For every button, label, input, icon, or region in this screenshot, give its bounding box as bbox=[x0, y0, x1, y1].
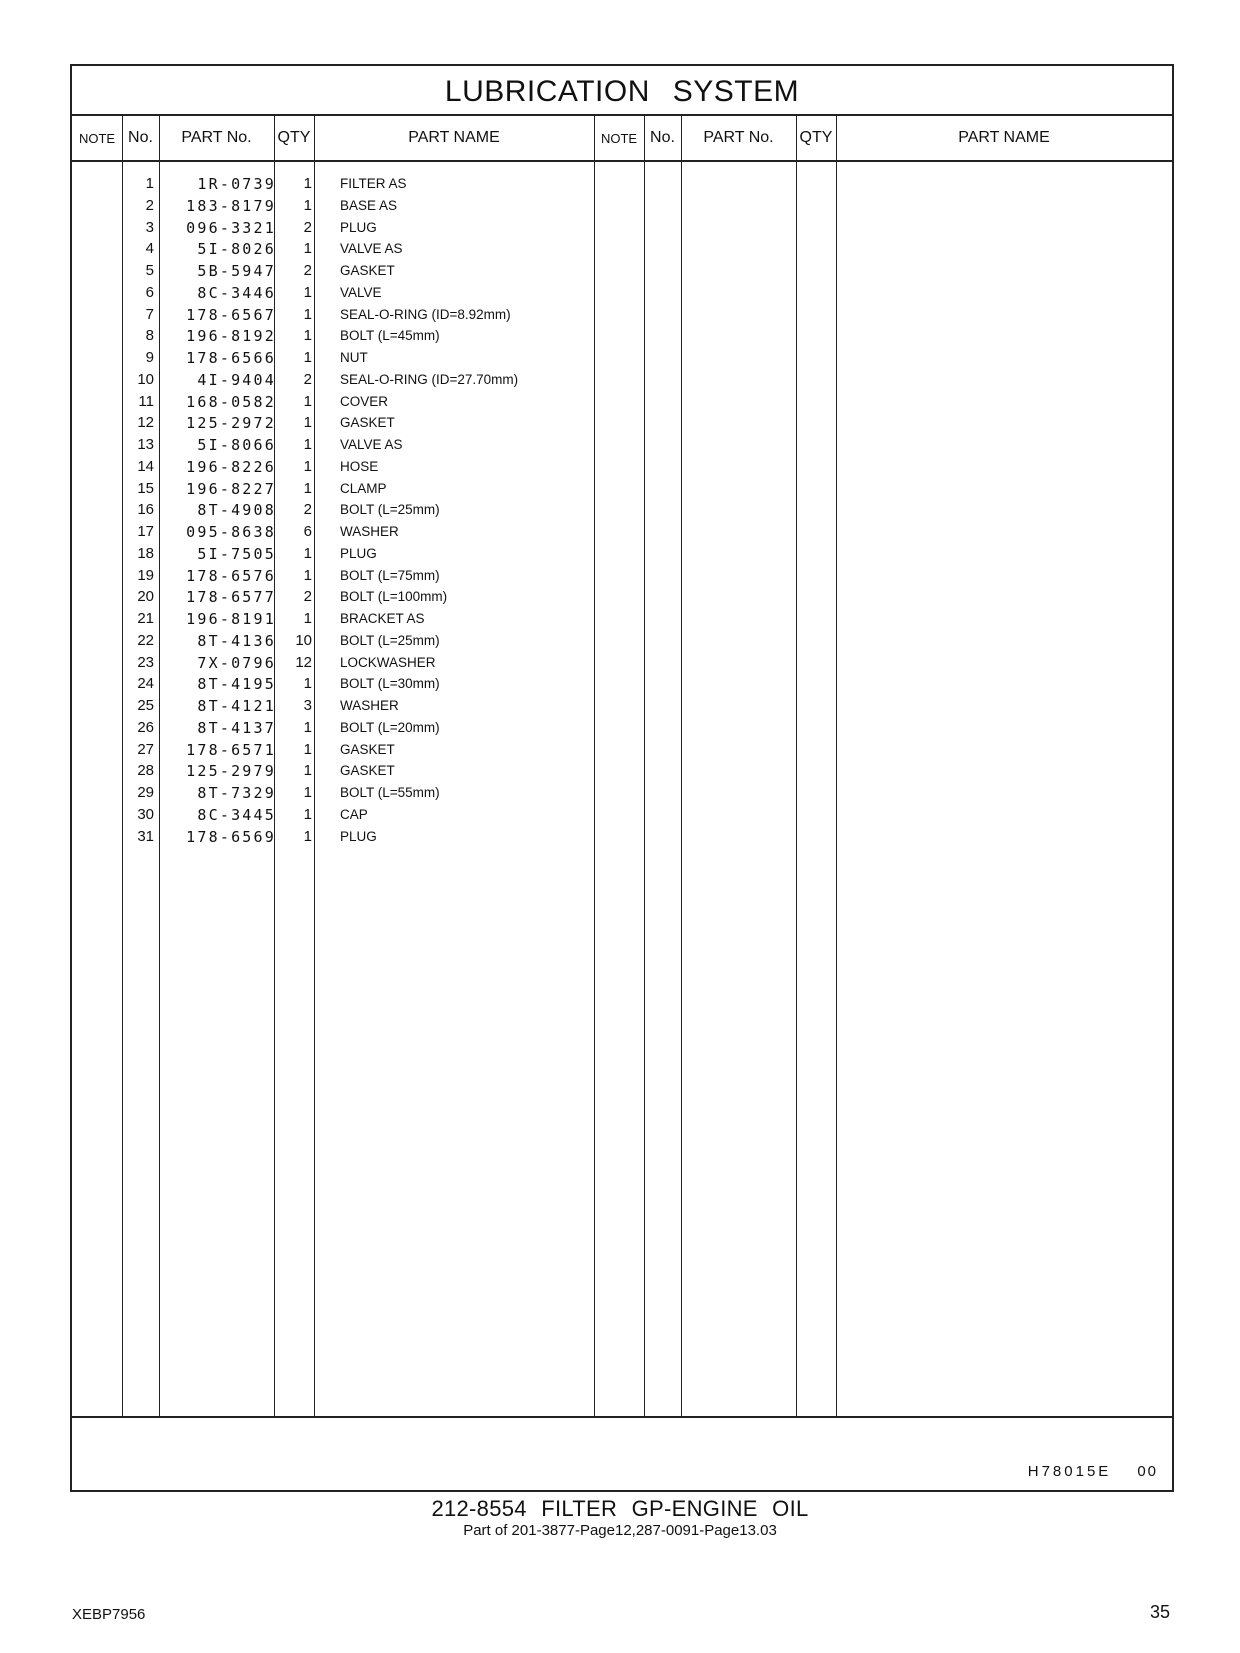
table-row bbox=[72, 654, 622, 677]
part-no-cell: 5I-7505 bbox=[197, 544, 276, 563]
part-number-index: 17 bbox=[137, 523, 154, 540]
part-number-index: 10 bbox=[137, 370, 154, 388]
table-row bbox=[72, 632, 622, 655]
part-number-index: 1 bbox=[145, 175, 154, 192]
part-no-cell: 5B-5947 bbox=[197, 262, 276, 280]
part-no-cell: 4I-9404 bbox=[197, 370, 276, 389]
part-no-cell: 096-3321 bbox=[186, 218, 276, 237]
header-part-name-right: PART NAME bbox=[958, 129, 1050, 146]
qty-cell: 1 bbox=[303, 566, 312, 584]
table-row bbox=[72, 436, 622, 459]
qty-cell: 1 bbox=[303, 392, 312, 410]
header-qty-left: QTY bbox=[277, 129, 311, 146]
part-number-index: 3 bbox=[145, 218, 154, 236]
table-header bbox=[72, 114, 1172, 162]
header-note-right: NOTE bbox=[600, 130, 638, 146]
table-row bbox=[72, 762, 622, 785]
part-no-cell: 1R-0739 bbox=[197, 175, 276, 193]
qty-cell: 2 bbox=[303, 588, 312, 606]
table-row bbox=[72, 240, 622, 263]
parts-table-body bbox=[72, 162, 1172, 1416]
part-no-cell: 196-8191 bbox=[186, 610, 276, 628]
part-number-index: 4 bbox=[145, 240, 154, 258]
qty-cell: 1 bbox=[303, 175, 312, 192]
part-name-cell: WASHER bbox=[340, 524, 399, 539]
part-name-cell: GASKET bbox=[340, 763, 395, 779]
table-row bbox=[72, 284, 622, 307]
part-no-cell: 5I-8026 bbox=[197, 240, 276, 259]
part-number-index: 12 bbox=[137, 414, 154, 432]
qty-cell: 1 bbox=[303, 479, 312, 497]
qty-cell: 1 bbox=[303, 784, 312, 801]
table-row bbox=[72, 262, 622, 285]
part-name-cell: BOLT (L=75mm) bbox=[340, 567, 440, 583]
part-name-cell: SEAL-O-RING (ID=27.70mm) bbox=[340, 371, 519, 387]
part-name-cell: BRACKET AS bbox=[340, 611, 425, 626]
part-no-cell: 8T-4908 bbox=[197, 501, 276, 520]
qty-cell: 1 bbox=[303, 740, 312, 758]
part-number-index: 27 bbox=[137, 740, 154, 758]
part-name-cell: PLUG bbox=[340, 545, 377, 561]
part-name-cell: VALVE AS bbox=[340, 437, 403, 452]
qty-cell: 1 bbox=[303, 610, 312, 627]
qty-cell: 2 bbox=[303, 370, 312, 388]
qty-cell: 1 bbox=[303, 240, 312, 258]
table-row bbox=[72, 806, 622, 829]
table-row bbox=[72, 523, 622, 546]
drawing-code bbox=[1028, 1463, 1158, 1480]
part-no-cell: 5I-8066 bbox=[197, 436, 276, 454]
table-row bbox=[72, 588, 622, 611]
part-number-index: 19 bbox=[137, 566, 154, 584]
part-no-cell: 178-6576 bbox=[186, 566, 276, 585]
part-number-index: 31 bbox=[137, 827, 154, 845]
part-name-cell: LOCKWASHER bbox=[340, 654, 436, 670]
part-name-cell: HOSE bbox=[340, 458, 379, 474]
part-number-index: 21 bbox=[137, 610, 154, 627]
part-name-cell: BOLT (L=55mm) bbox=[340, 785, 440, 800]
part-number-index: 2 bbox=[145, 196, 154, 214]
table-row bbox=[72, 197, 622, 220]
table-row bbox=[72, 306, 622, 329]
qty-cell: 1 bbox=[303, 827, 312, 845]
document-id: XEBP7956 bbox=[72, 1606, 146, 1623]
qty-cell: 1 bbox=[303, 327, 312, 345]
part-no-cell: 095-8638 bbox=[186, 523, 276, 541]
header-no-right: No. bbox=[650, 129, 675, 146]
table-row bbox=[72, 545, 622, 568]
table-row bbox=[72, 219, 622, 242]
qty-cell: 2 bbox=[303, 501, 312, 519]
part-number-index: 8 bbox=[145, 327, 154, 345]
qty-cell: 12 bbox=[295, 653, 312, 671]
part-name-cell: BOLT (L=100mm) bbox=[340, 589, 448, 605]
drawing-footer bbox=[72, 1416, 1172, 1490]
table-row bbox=[72, 567, 622, 590]
part-no-cell: 8T-4195 bbox=[197, 675, 276, 694]
table-row bbox=[72, 828, 622, 851]
qty-cell: 1 bbox=[303, 196, 312, 214]
qty-cell: 1 bbox=[303, 457, 312, 475]
table-row bbox=[72, 480, 622, 503]
header-part-name-left: PART NAME bbox=[408, 129, 500, 146]
assembly-reference: Part of 201-3877-Page12,287-0091-Page13.03 bbox=[463, 1522, 777, 1539]
qty-cell: 6 bbox=[303, 523, 312, 540]
part-name-cell: BOLT (L=25mm) bbox=[340, 502, 440, 518]
qty-cell: 1 bbox=[303, 718, 312, 736]
table-row bbox=[72, 719, 622, 742]
part-name-cell: GASKET bbox=[340, 741, 395, 757]
part-number-index: 14 bbox=[137, 457, 154, 475]
table-row bbox=[72, 349, 622, 372]
header-no-left: No. bbox=[128, 129, 153, 146]
table-row bbox=[72, 393, 622, 416]
part-no-cell: 125-2979 bbox=[186, 762, 276, 781]
part-number-index: 16 bbox=[137, 501, 154, 519]
part-number-index: 25 bbox=[137, 697, 154, 714]
drawing-number: H78015E bbox=[1027, 1463, 1112, 1480]
part-name-cell: BOLT (L=45mm) bbox=[340, 328, 440, 344]
table-row bbox=[72, 501, 622, 524]
qty-cell: 3 bbox=[303, 697, 312, 714]
qty-cell: 1 bbox=[303, 762, 312, 780]
part-no-cell: 178-6577 bbox=[186, 588, 276, 607]
part-no-cell: 8C-3445 bbox=[197, 805, 276, 824]
table-row bbox=[72, 458, 622, 481]
part-name-cell: BOLT (L=25mm) bbox=[340, 632, 440, 648]
qty-cell: 1 bbox=[303, 675, 312, 693]
part-name-cell: PLUG bbox=[340, 828, 377, 844]
revision: 00 bbox=[1137, 1463, 1158, 1480]
part-no-cell: 8T-7329 bbox=[197, 784, 276, 802]
part-number-index: 9 bbox=[145, 349, 154, 366]
part-no-cell: 7X-0796 bbox=[197, 653, 276, 672]
table-row bbox=[72, 784, 622, 807]
part-number-index: 13 bbox=[137, 436, 154, 453]
qty-cell: 10 bbox=[295, 631, 312, 649]
part-no-cell: 183-8179 bbox=[186, 196, 276, 215]
parts-list-frame bbox=[70, 64, 1174, 1492]
part-number-index: 23 bbox=[137, 653, 154, 671]
part-name-cell: BASE AS bbox=[340, 197, 398, 213]
part-number-index: 22 bbox=[137, 631, 154, 649]
part-number-index: 11 bbox=[138, 392, 154, 410]
part-number-index: 15 bbox=[137, 479, 154, 497]
assembly-title: 212-8554 FILTER GP-ENGINE OIL bbox=[431, 1496, 809, 1521]
part-name-cell: VALVE bbox=[340, 284, 382, 300]
table-row bbox=[72, 697, 622, 720]
header-part-no-right: PART No. bbox=[703, 129, 774, 146]
part-no-cell: 178-6571 bbox=[186, 740, 276, 759]
part-number-index: 5 bbox=[145, 262, 154, 279]
part-no-cell: 8T-4136 bbox=[197, 631, 276, 650]
table-row bbox=[72, 741, 622, 764]
part-name-cell: COVER bbox=[340, 393, 389, 409]
part-name-cell: BOLT (L=20mm) bbox=[340, 719, 440, 735]
part-name-cell: VALVE AS bbox=[340, 241, 403, 257]
qty-cell: 2 bbox=[303, 262, 312, 279]
part-no-cell: 8T-4121 bbox=[197, 697, 276, 715]
part-name-cell: CAP bbox=[340, 806, 368, 822]
part-name-cell: BOLT (L=30mm) bbox=[340, 676, 440, 692]
part-number-index: 7 bbox=[145, 305, 154, 323]
part-name-cell: FILTER AS bbox=[340, 176, 407, 191]
table-row bbox=[72, 371, 622, 394]
part-no-cell: 8C-3446 bbox=[197, 283, 276, 302]
part-name-cell: GASKET bbox=[340, 263, 395, 278]
part-no-cell: 196-8226 bbox=[186, 457, 276, 476]
part-number-index: 20 bbox=[137, 588, 154, 606]
part-number-index: 26 bbox=[137, 718, 154, 736]
header-note-left: NOTE bbox=[78, 130, 116, 146]
header-qty-right: QTY bbox=[799, 129, 833, 146]
part-no-cell: 196-8192 bbox=[186, 327, 276, 346]
part-name-cell: WASHER bbox=[340, 698, 399, 713]
part-no-cell: 196-8227 bbox=[186, 479, 276, 498]
part-no-cell: 178-6569 bbox=[186, 827, 276, 846]
part-number-index: 18 bbox=[137, 544, 154, 562]
qty-cell: 1 bbox=[303, 805, 312, 823]
section-title: LUBRICATION SYSTEM bbox=[444, 75, 800, 108]
qty-cell: 1 bbox=[303, 436, 312, 453]
qty-cell: 1 bbox=[303, 349, 312, 366]
part-name-cell: CLAMP bbox=[340, 480, 387, 496]
qty-cell: 2 bbox=[303, 218, 312, 236]
qty-cell: 1 bbox=[303, 305, 312, 323]
part-name-cell: SEAL-O-RING (ID=8.92mm) bbox=[340, 306, 511, 322]
part-no-cell: 8T-4137 bbox=[197, 718, 276, 737]
page-number: 35 bbox=[1149, 1602, 1170, 1622]
part-number-index: 29 bbox=[137, 784, 154, 801]
table-row bbox=[72, 414, 622, 437]
qty-cell: 1 bbox=[303, 414, 312, 432]
part-name-cell: GASKET bbox=[340, 415, 395, 431]
part-number-index: 24 bbox=[137, 675, 154, 693]
table-row bbox=[72, 610, 622, 633]
qty-cell: 1 bbox=[303, 544, 312, 562]
part-name-cell: NUT bbox=[340, 350, 368, 365]
part-no-cell: 125-2972 bbox=[186, 414, 276, 433]
part-number-index: 6 bbox=[145, 283, 154, 301]
part-name-cell: PLUG bbox=[340, 219, 377, 235]
table-row bbox=[72, 675, 622, 698]
header-part-no-left: PART No. bbox=[181, 129, 252, 146]
part-number-index: 30 bbox=[137, 805, 154, 823]
part-number-index: 28 bbox=[137, 762, 154, 780]
part-no-cell: 178-6567 bbox=[186, 305, 276, 324]
table-row bbox=[72, 175, 622, 198]
part-no-cell: 168-0582 bbox=[186, 392, 276, 411]
qty-cell: 1 bbox=[303, 283, 312, 301]
table-row bbox=[72, 327, 622, 350]
part-no-cell: 178-6566 bbox=[186, 349, 276, 367]
